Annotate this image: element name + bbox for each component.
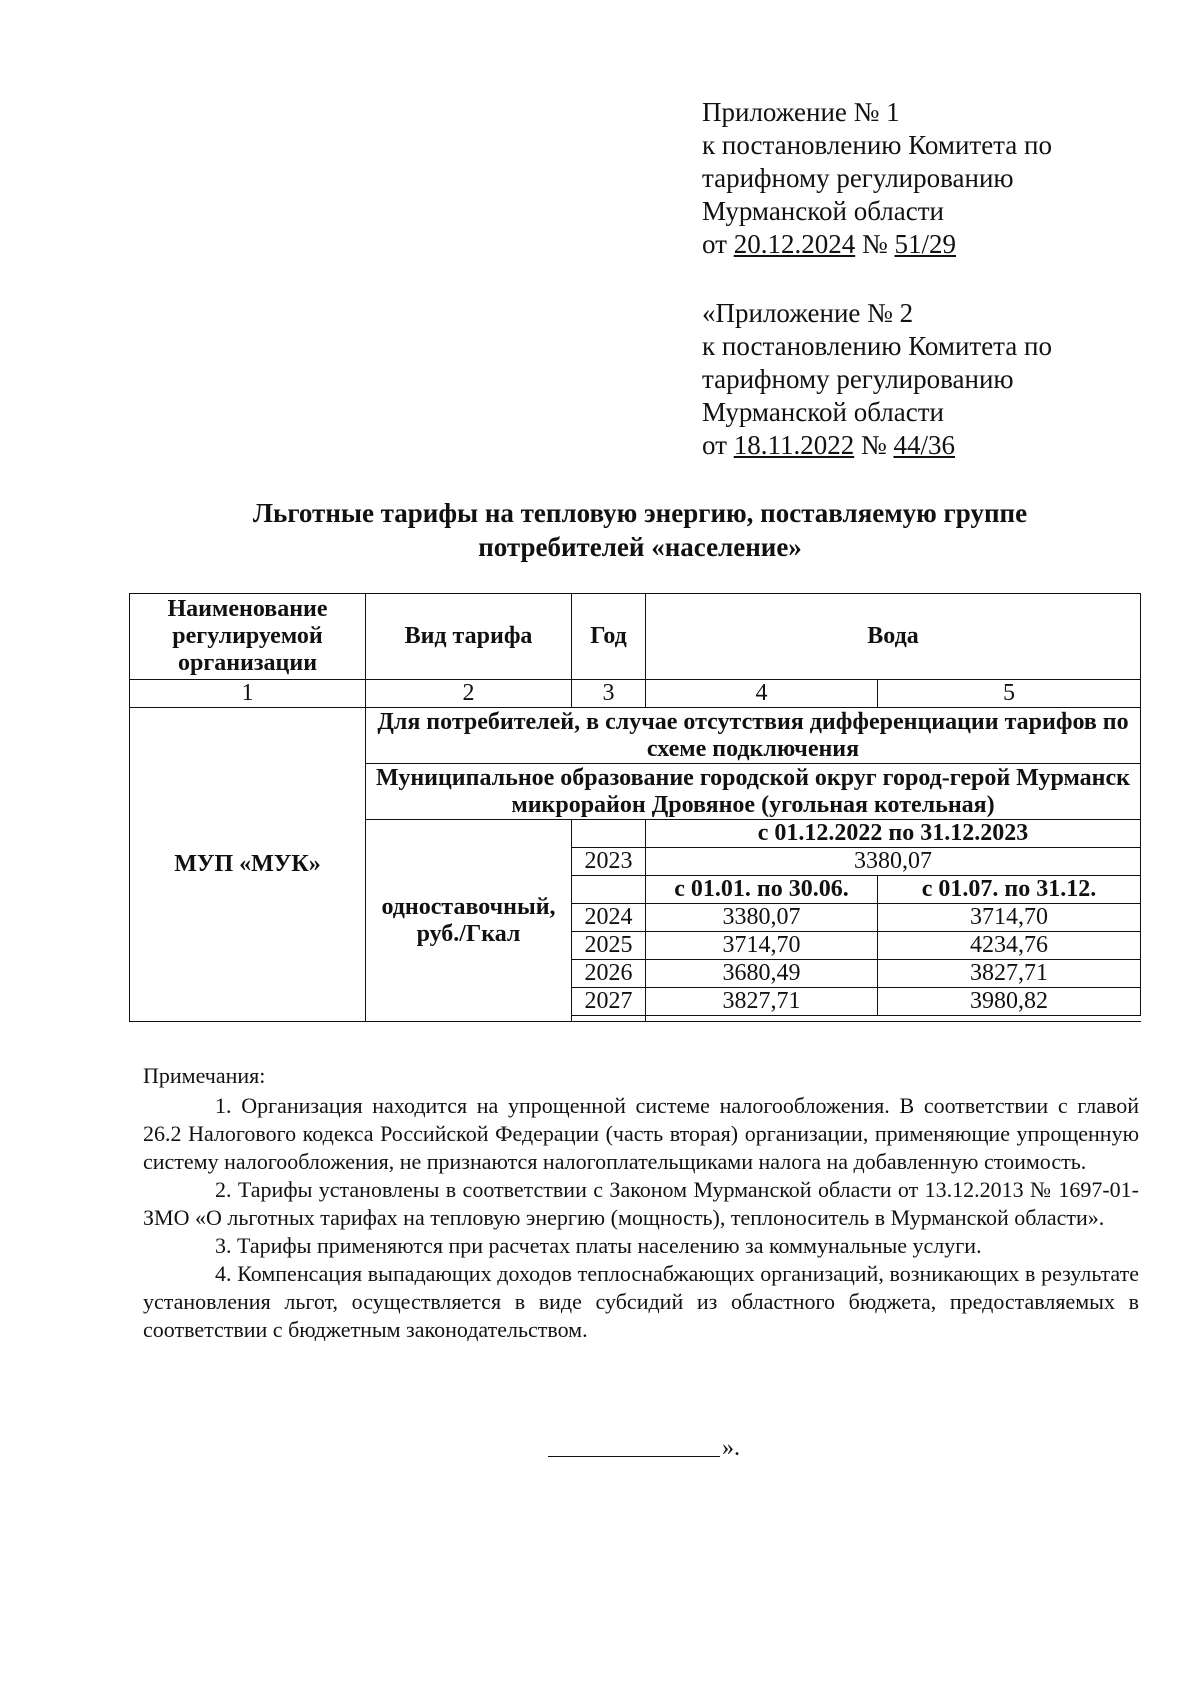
notes-section	[143, 1062, 1139, 1344]
appendix-2-date-prefix: от	[702, 430, 734, 460]
appendix-2-number-prefix: №	[854, 430, 894, 460]
appendix-1-date-prefix: от	[702, 229, 734, 259]
year-cell: 2026	[572, 960, 646, 988]
appendix-1-date-line	[702, 228, 1052, 261]
year-cell-empty	[572, 820, 646, 848]
appendix-2-date: 18.11.2022	[733, 430, 855, 460]
header-year: Год	[572, 594, 646, 680]
year-cell: 2024	[572, 904, 646, 932]
value-first-half: 3380,07	[646, 904, 878, 932]
value-second-half: 3714,70	[878, 904, 1141, 932]
note-item: 1. Организация находится на упрощенной системе налогообложения. В соответствии с главой 26.2 Налогового кодекса Российской Федерации (часть вторая) организации, применяющие упрощенную систему налогообложения, не признаются налогоплательщиками налога на добавленную стоимость.	[143, 1093, 1139, 1174]
column-number: 4	[646, 680, 878, 708]
appendix-2-header	[702, 297, 1052, 462]
note-item: 2. Тарифы установлены в соответствии с Законом Мурманской области от 13.12.2013 № 1697-01-ЗМО «О льготных тарифах на тепловую энергию (мощность), теплоноситель в Мурманской области».	[143, 1177, 1139, 1230]
appendix-1-date: 20.12.2024	[733, 229, 856, 259]
appendix-2-number: 44/36	[893, 430, 955, 460]
appendix-1-header	[702, 96, 1052, 261]
organization-name: МУП «МУК»	[130, 708, 366, 1022]
note-item: 3. Тарифы применяются при расчетах платы населению за коммунальные услуги.	[215, 1233, 982, 1258]
appendix-2-line-3: тарифному регулированию	[702, 364, 1014, 394]
appendix-1-number: 51/29	[894, 229, 956, 259]
appendix-1-line-3: тарифному регулированию	[702, 163, 1014, 193]
spacer-cell	[646, 1016, 1141, 1022]
value-second-half: 3980,82	[878, 988, 1141, 1016]
year-cell: 2025	[572, 932, 646, 960]
value-second-half: 4234,76	[878, 932, 1141, 960]
column-number: 5	[878, 680, 1141, 708]
period-second-half: с 01.07. по 31.12.	[878, 876, 1141, 904]
closing-quote: ».	[722, 1435, 740, 1461]
column-number: 3	[572, 680, 646, 708]
period-first-half: с 01.01. по 30.06.	[646, 876, 878, 904]
appendix-1-number-prefix: №	[855, 229, 895, 259]
note-item: 4. Компенсация выпадающих доходов теплоснабжающих организаций, возникающих в результате установления льгот, осуществляется в виде субсидий из областного бюджета, предоставляемых в соответствии с бюджетным законодательством.	[143, 1261, 1139, 1342]
column-number: 1	[130, 680, 366, 708]
document-title	[130, 496, 1150, 564]
section-consumers: Для потребителей, в случае отсутствия дифференциации тарифов по схеме подключения	[366, 708, 1141, 764]
title-line-2: потребителей «население»	[478, 532, 802, 562]
appendix-1-line-1: Приложение № 1	[702, 97, 900, 127]
year-cell: 2023	[572, 848, 646, 876]
period-2023: с 01.12.2022 по 31.12.2023	[646, 820, 1141, 848]
appendix-2-date-line	[702, 429, 1052, 462]
appendix-1-line-2: к постановлению Комитета по	[702, 130, 1052, 160]
title-line-1: Льготные тарифы на тепловую энергию, поставляемую группе	[252, 498, 1028, 528]
value-first-half: 3680,49	[646, 960, 878, 988]
year-cell: 2027	[572, 988, 646, 1016]
year-cell-empty	[572, 1016, 646, 1022]
appendix-1-line-4: Мурманской области	[702, 196, 944, 226]
appendix-2-line-1: «Приложение № 2	[702, 298, 914, 328]
table-header-row	[130, 594, 1141, 680]
closing-line	[548, 1456, 720, 1457]
section-municipality: Муниципальное образование городской округ город-герой Мурманск микрорайон Дровяное (угольная котельная)	[366, 764, 1141, 820]
notes-heading: Примечания:	[143, 1063, 266, 1088]
value-first-half: 3827,71	[646, 988, 878, 1016]
table-row	[130, 708, 1141, 764]
header-water: Вода	[646, 594, 1141, 680]
column-number-row	[130, 680, 1141, 708]
value-2023: 3380,07	[646, 848, 1141, 876]
header-organization: Наименование регулируемой организации	[130, 594, 366, 680]
appendix-2-line-4: Мурманской области	[702, 397, 944, 427]
header-tariff-type: Вид тарифа	[366, 594, 572, 680]
tariff-table	[129, 593, 1141, 1022]
value-second-half: 3827,71	[878, 960, 1141, 988]
value-first-half: 3714,70	[646, 932, 878, 960]
tariff-type: одноставочный, руб./Гкал	[366, 820, 572, 1022]
column-number: 2	[366, 680, 572, 708]
closing-mark	[548, 1435, 740, 1462]
year-cell-empty	[572, 876, 646, 904]
appendix-2-line-2: к постановлению Комитета по	[702, 331, 1052, 361]
